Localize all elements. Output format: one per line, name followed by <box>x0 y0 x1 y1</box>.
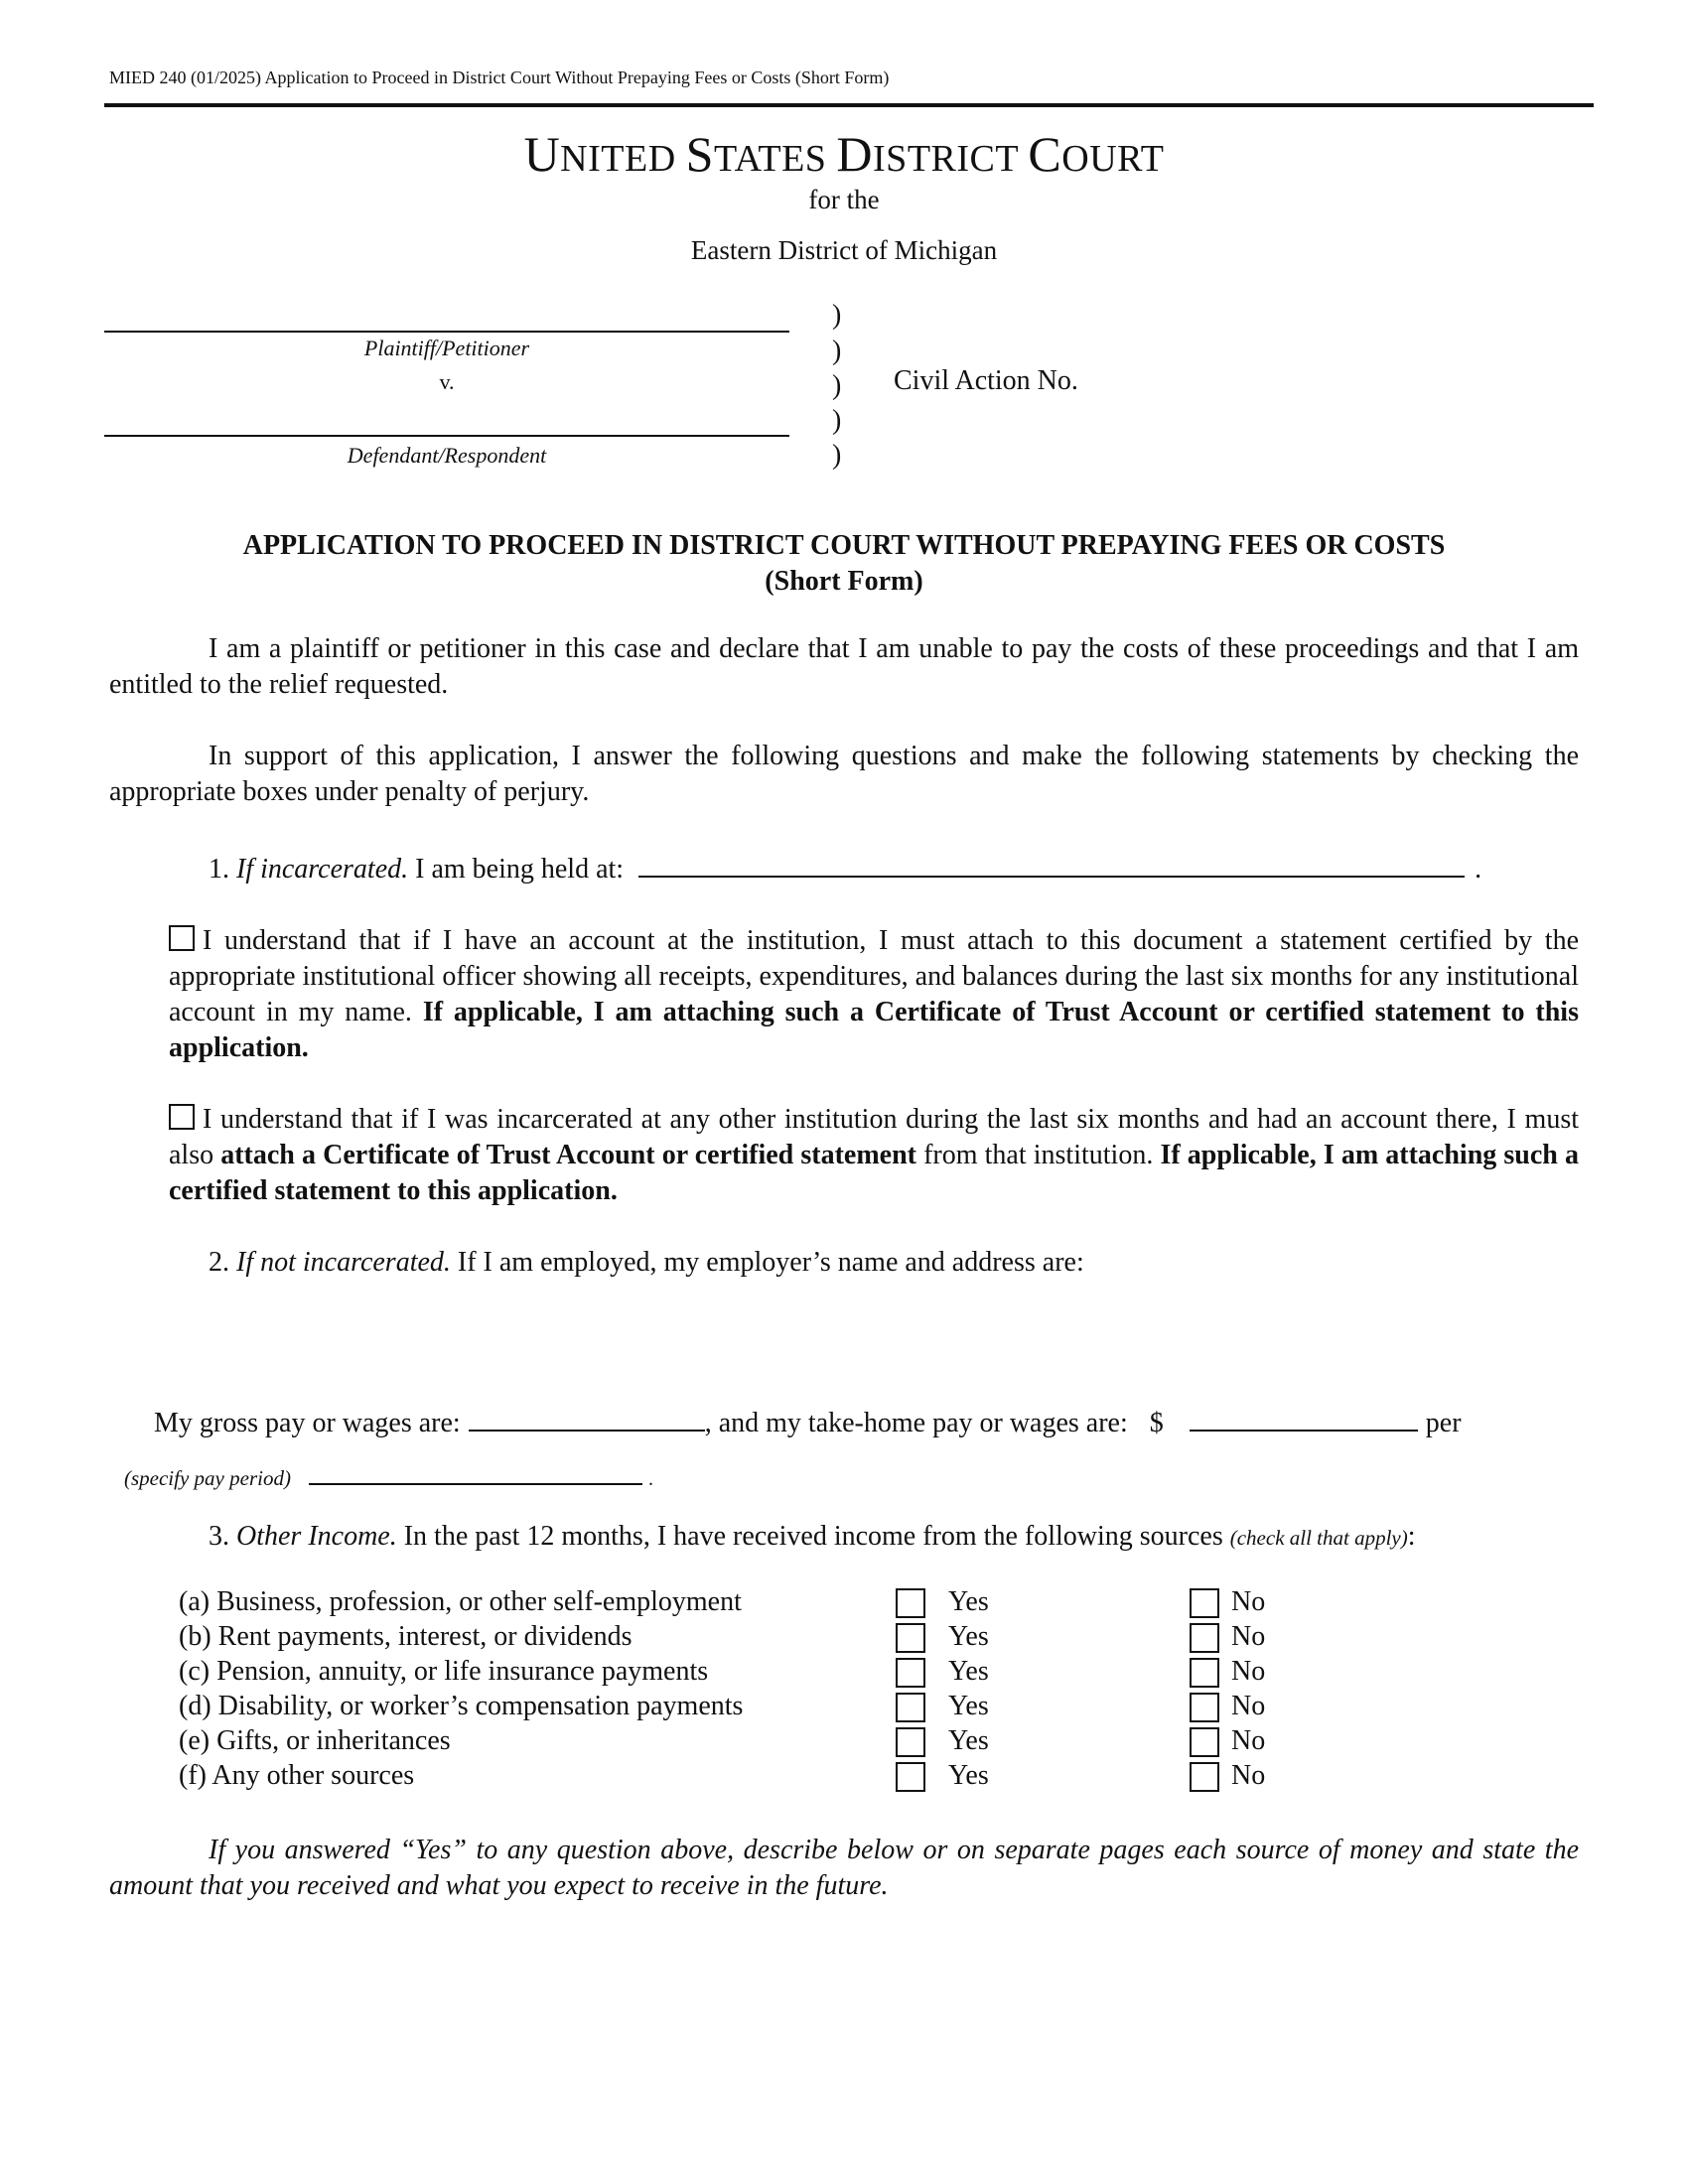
application-title: APPLICATION TO PROCEED IN DISTRICT COURT WITHOUT PREPAYING FEES OR COSTS <box>242 530 1446 561</box>
income-row-rent: (b) Rent payments, interest, or dividends Yes No <box>179 1621 1266 1652</box>
caption-paren: ) <box>832 440 842 471</box>
civil-action-label: Civil Action No. <box>894 365 1078 396</box>
pay-period-field[interactable] <box>309 1459 642 1485</box>
yes-checkbox[interactable] <box>896 1623 925 1653</box>
income-row-other: (f) Any other sources Yes No <box>179 1760 1266 1791</box>
court-title: UNITED STATES DISTRICT COURT <box>523 126 1165 182</box>
question-3: 3. Other Income. In the past 12 months, I have received income from the following sources (check all that apply): <box>209 1521 1416 1552</box>
intro-paragraph-1: I am a plaintiff or petitioner in this case and declare that I am unable to pay the costs of these proceedings and that I am entitled to the relief requested. <box>109 633 1579 700</box>
caption-paren: ) <box>832 336 842 366</box>
intro-paragraph-2: In support of this application, I answer the following questions and make the following statements by checking the appropriate boxes under penalty of perjury. <box>109 741 1579 807</box>
income-row-pension: (c) Pension, annuity, or life insurance payments Yes No <box>179 1656 1266 1687</box>
income-row-disability: (d) Disability, or worker’s compensation payments Yes No <box>179 1691 1266 1721</box>
checkbox-other-institution[interactable] <box>169 1104 195 1130</box>
income-source-label: (a) Business, profession, or other self-employment <box>179 1586 742 1617</box>
income-followup: If you answered “Yes” to any question above, describe below or on separate pages each source of money and state the amount that you received and what you expect to receive in the future. <box>109 1835 1579 1901</box>
caption-paren: ) <box>832 300 842 331</box>
income-source-label: (c) Pension, annuity, or life insurance payments <box>179 1656 709 1687</box>
held-at-field[interactable] <box>638 848 1465 878</box>
yes-checkbox[interactable] <box>896 1762 925 1792</box>
q1-check-1: I understand that if I have an account at the institution, I must attach to this document a statement certified by the appropriate institutional officer showing all receipts, expenditures, and balances during the last six months for any institutional account in my name. If applicable, I am attaching such a Certificate of Trust Account or certified statement to this application. <box>169 925 1579 1063</box>
yes-checkbox[interactable] <box>896 1588 925 1618</box>
for-the: for the <box>808 185 880 214</box>
q1-check-2: I understand that if I was incarcerated at any other institution during the last six months and had an account there, I must also attach a Certificate of Trust Account or certified statement from that institution. If applicable, I am attaching such a certified statement to this application. <box>169 1104 1579 1206</box>
no-checkbox[interactable] <box>1190 1658 1219 1688</box>
income-source-label: (d) Disability, or worker’s compensation payments <box>179 1691 744 1721</box>
plaintiff-label: Plaintiff/Petitioner <box>363 336 530 360</box>
question-1: 1. If incarcerated. I am being held at: . <box>209 848 1599 887</box>
defendant-label: Defendant/Respondent <box>347 443 547 468</box>
no-checkbox[interactable] <box>1190 1693 1219 1722</box>
question-2: 2. If not incarcerated. If I am employed, my employer’s name and address are: <box>209 1247 1084 1278</box>
gross-pay-field[interactable] <box>469 1402 705 1432</box>
form-id-header: MIED 240 (01/2025) Application to Proceed in District Court Without Prepaying Fees or Costs (Short Form) <box>109 68 890 87</box>
no-checkbox[interactable] <box>1190 1623 1219 1653</box>
district-name: Eastern District of Michigan <box>690 235 998 265</box>
plaintiff-field[interactable] <box>104 331 789 333</box>
income-source-label: (e) Gifts, or inheritances <box>179 1725 451 1756</box>
application-subtitle: (Short Form) <box>765 566 923 597</box>
no-checkbox[interactable] <box>1190 1588 1219 1618</box>
income-source-label: (f) Any other sources <box>179 1760 415 1791</box>
header-rule <box>104 103 1594 107</box>
caption-paren: ) <box>832 405 842 436</box>
yes-checkbox[interactable] <box>896 1658 925 1688</box>
versus: v. <box>439 369 455 394</box>
pay-line: My gross pay or wages are: , and my take-home pay or wages are: $ per <box>154 1402 1594 1439</box>
caption-paren: ) <box>832 370 842 401</box>
no-checkbox[interactable] <box>1190 1727 1219 1757</box>
checkbox-trust-account[interactable] <box>169 925 195 951</box>
take-home-pay-field[interactable] <box>1190 1402 1418 1432</box>
no-checkbox[interactable] <box>1190 1762 1219 1792</box>
pay-period-line: (specify pay period) . <box>124 1459 819 1493</box>
income-row-gifts: (e) Gifts, or inheritances Yes No <box>179 1725 1266 1756</box>
income-source-label: (b) Rent payments, interest, or dividends <box>179 1621 633 1652</box>
yes-checkbox[interactable] <box>896 1727 925 1757</box>
yes-checkbox[interactable] <box>896 1693 925 1722</box>
income-row-business: (a) Business, profession, or other self-employment Yes No <box>179 1586 1266 1617</box>
defendant-field[interactable] <box>104 435 789 437</box>
